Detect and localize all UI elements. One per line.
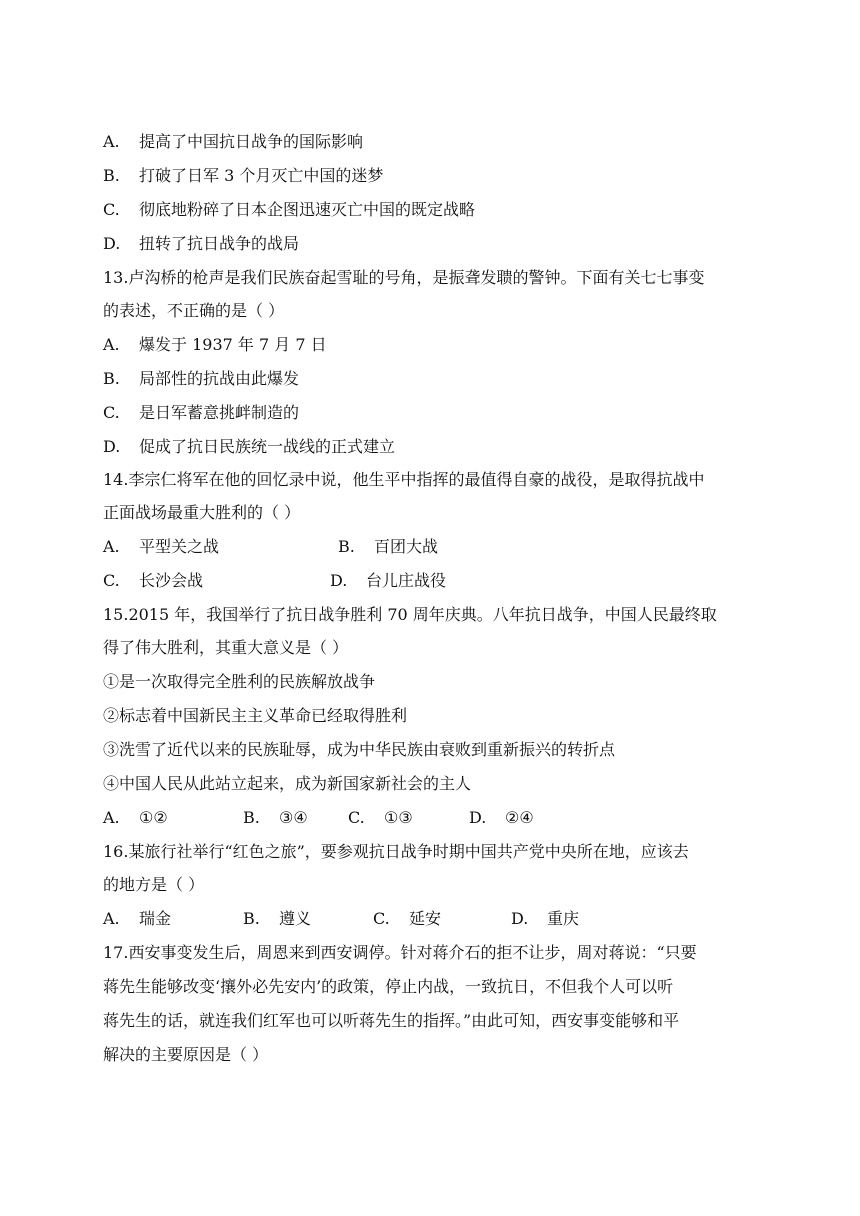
option-text: 打破了日军 3 个月灭亡中国的迷梦 (139, 166, 384, 185)
option-text: ②④ (505, 808, 534, 827)
option-letter: B. (103, 369, 120, 388)
q14-stem-line-1: 14.李宗仁将军在他的回忆录中说，他生平中指挥的最值得自豪的战役，是取得抗战中 (103, 470, 705, 489)
q16-option-a (103, 909, 171, 929)
option-text: 是日军蓄意挑衅制造的 (139, 403, 300, 422)
option-letter: A. (103, 909, 120, 928)
option-letter: B. (243, 808, 260, 827)
q17-stem-line-2: 蒋先生能够改变‘攘外必先安内’的政策，停止内战，一致抗日，不但我个人可以听 (103, 977, 674, 996)
q16-stem-line-1: 16.某旅行社举行“红色之旅”，要参观抗日战争时期中国共产党中央所在地，应该去 (103, 842, 689, 861)
q15-item-3: ③洗雪了近代以来的民族耻辱，成为中华民族由衰败到重新振兴的转折点 (103, 740, 616, 759)
q15-item-2: ②标志着中国新民主主义革命已经取得胜利 (103, 706, 408, 725)
option-text: 扭转了抗日战争的战局 (139, 234, 300, 253)
q14-option-c (103, 571, 203, 591)
q15-option-b (243, 808, 308, 828)
q17-stem-line-4: 解决的主要原因是（ ） (103, 1045, 269, 1064)
option-letter: D. (511, 909, 529, 928)
q12-option-a (103, 132, 363, 152)
q15-stem-line-2: 得了伟大胜利，其重大意义是（ ） (103, 638, 349, 657)
option-letter: C. (103, 403, 120, 422)
option-text: 瑞金 (139, 909, 172, 928)
q17-stem-line-3: 蒋先生的话，就连我们红军也可以听蒋先生的指挥。”由此可知，西安事变能够和平 (103, 1011, 680, 1030)
q14-option-a (103, 537, 219, 557)
q12-option-d (103, 234, 299, 254)
option-text: 台儿庄战役 (366, 571, 447, 590)
option-letter: A. (103, 537, 120, 556)
option-text: 百团大战 (374, 537, 439, 556)
q17-stem-line-1: 17.西安事变发生后，周恩来到西安调停。针对蒋介石的拒不让步，周对蒋说：“只要 (103, 943, 697, 962)
option-letter: C. (348, 808, 365, 827)
q12-option-c (103, 200, 475, 220)
option-letter: B. (338, 537, 355, 556)
q13-option-d (103, 437, 395, 457)
option-text: ①③ (384, 808, 413, 827)
option-text: 彻底地粉碎了日本企图迅速灭亡中国的既定战略 (139, 200, 476, 219)
option-text: 局部性的抗战由此爆发 (139, 369, 300, 388)
option-text: 爆发于 1937 年 7 月 7 日 (139, 335, 327, 354)
option-letter: A. (103, 335, 120, 354)
option-letter: D. (469, 808, 487, 827)
option-letter: D. (103, 234, 121, 253)
option-letter: C. (103, 200, 120, 219)
option-text: ①② (139, 808, 168, 827)
q12-option-b (103, 166, 383, 186)
q14-stem-line-2: 正面战场最重大胜利的（ ） (103, 503, 301, 522)
option-text: 长沙会战 (139, 571, 204, 590)
q13-option-a (103, 335, 327, 355)
q15-item-4: ④中国人民从此站立起来，成为新国家新社会的主人 (103, 774, 472, 793)
q15-option-d (469, 808, 534, 828)
q15-stem-line-1: 15.2015 年，我国举行了抗日战争胜利 70 周年庆典。八年抗日战争，中国人民最终取 (103, 605, 717, 624)
q16-option-c (373, 909, 441, 929)
option-text: 平型关之战 (139, 537, 220, 556)
option-text: 重庆 (547, 909, 580, 928)
q15-option-a (103, 808, 168, 828)
option-letter: D. (330, 571, 348, 590)
q15-option-c (348, 808, 413, 828)
q13-stem-line-1: 13.卢沟桥的枪声是我们民族奋起雪耻的号角，是振聋发聩的警钟。下面有关七七事变 (103, 268, 705, 287)
q14-option-d (330, 571, 446, 591)
option-letter: B. (243, 909, 260, 928)
option-letter: C. (373, 909, 390, 928)
option-letter: B. (103, 166, 120, 185)
q16-option-d (511, 909, 579, 929)
q14-option-b (338, 537, 438, 557)
q13-stem-line-2: 的表述，不正确的是（ ） (103, 301, 285, 320)
q16-stem-line-2: 的地方是（ ） (103, 875, 205, 894)
q16-option-b (243, 909, 311, 929)
option-letter: D. (103, 437, 121, 456)
option-text: ③④ (279, 808, 308, 827)
option-text: 延安 (409, 909, 442, 928)
option-text: 遵义 (279, 909, 312, 928)
q13-option-c (103, 403, 299, 423)
option-letter: A. (103, 808, 120, 827)
option-text: 促成了抗日民族统一战线的正式建立 (139, 437, 396, 456)
option-text: 提高了中国抗日战争的国际影响 (139, 132, 364, 151)
q13-option-b (103, 369, 299, 389)
option-letter: A. (103, 132, 120, 151)
q15-item-1: ①是一次取得完全胜利的民族解放战争 (103, 672, 376, 691)
option-letter: C. (103, 571, 120, 590)
